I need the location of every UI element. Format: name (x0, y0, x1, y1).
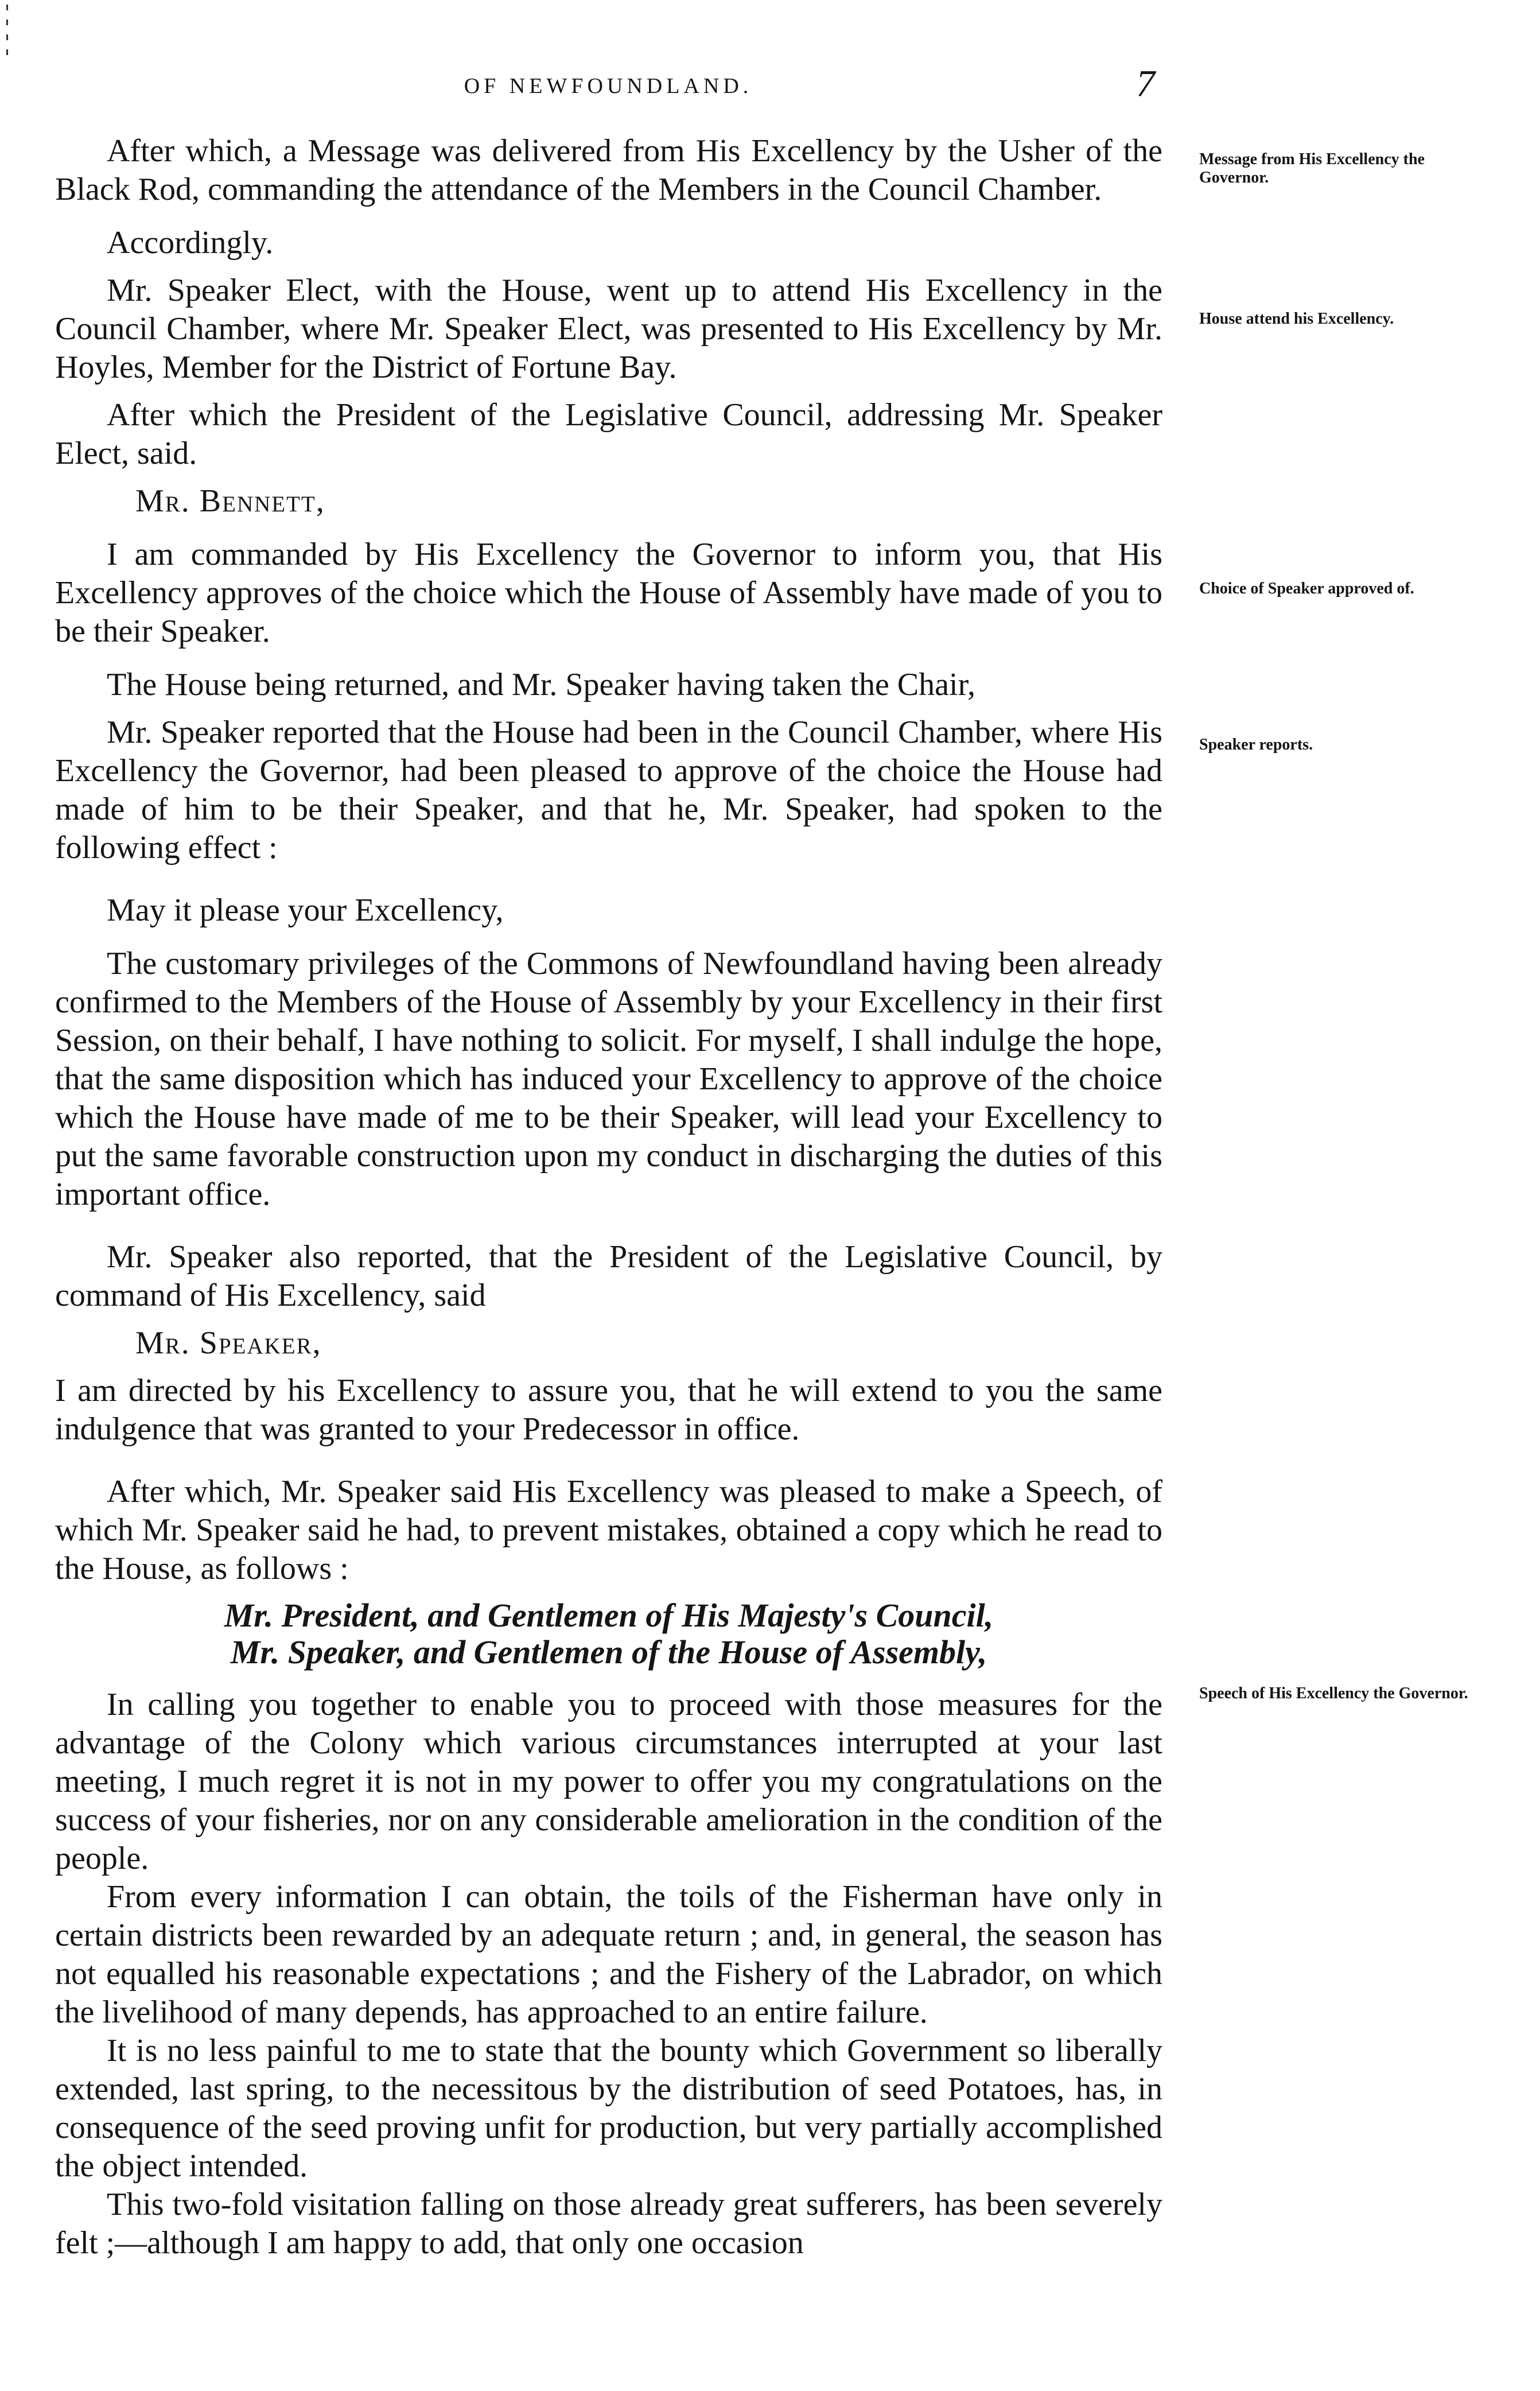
paragraph: I am directed by his Excellency to assure you, that he will extend to you the same indulgence that was granted to your Predecessor in office. (55, 1373, 1162, 1447)
page-edge-marks (3, 0, 11, 80)
edge-mark (6, 20, 8, 25)
address-line: Mr. Bennett, (135, 483, 325, 519)
salutation-line: Mr. Speaker, and Gentlemen of the House of Assembly, (230, 1633, 987, 1671)
paragraph: Mr. Speaker also reported, that the President of the Legislative Council, by command of His Excellency, said (55, 1239, 1162, 1313)
margin-note-speaker-reports: Speaker reports. (1199, 736, 1313, 754)
paragraph: Mr. Speaker reported that the House had been in the Council Chamber, where His Excellency the Governor, had been pleased to approve of the choice the House had made of him to be their Speaker, and that he, Mr. Speaker, had spoken to the following effect : (55, 715, 1162, 865)
paragraph: In calling you together to enable you to proceed with those measures for the advantage of the Colony which various circumstances interrupted at your last meeting, I much regret it is not in my power to offer you my congratulations on the success of your fisheries, nor on any considerable amelioration in the condition of the people. (55, 1687, 1162, 1876)
paragraph: It is no less painful to me to state that the bounty which Government so liberally extended, last spring, to the necessitous by the distribution of seed Potatoes, has, in consequence of the seed proving unfit for production, but very partially accomplished the object intended. (55, 2033, 1162, 2184)
paragraph: May it please your Excellency, (107, 892, 504, 928)
running-title: OF NEWFOUNDLAND. (464, 74, 753, 98)
paragraph: After which the President of the Legislative Council, addressing Mr. Speaker Elect, said. (55, 397, 1162, 471)
salutation-line: Mr. President, and Gentlemen of His Majesty's Council, (224, 1597, 994, 1634)
paragraph: From every information I can obtain, the toils of the Fisherman have only in certain districts been rewarded by an adequate return ; and, in general, the season has not equalled his reasonable expectations ; and the Fishery of the Labrador, on which the livelihood of many depends, has approached to an entire failure. (55, 1879, 1162, 2030)
body-text (55, 132, 1162, 2262)
paragraph: The House being returned, and Mr. Speaker having taken the Chair, (107, 667, 975, 702)
paragraph: After which, Mr. Speaker said His Excellency was pleased to make a Speech, of which Mr. Speaker said he had, to prevent mistakes, obtained a copy which he read to the House, as follows : (55, 1474, 1162, 1586)
margin-note-house-attend: House attend his Excellency. (1199, 310, 1394, 328)
page-number: 7 (1136, 63, 1155, 104)
edge-mark (6, 34, 8, 40)
paragraph: Accordingly. (107, 225, 274, 261)
paragraph: After which, a Message was delivered from His Excellency by the Usher of the Black Rod, commanding the attendance of the Members in the Council Chamber. (55, 133, 1162, 207)
paragraph: This two-fold visitation falling on those already great sufferers, has been severely felt ;—although I am happy to add, that only one occasion (55, 2187, 1162, 2261)
edge-mark (6, 49, 8, 55)
paragraph: I am commanded by His Excellency the Governor to inform you, that His Excellency approves of the choice which the House of Assembly have made of you to be their Speaker. (55, 537, 1162, 649)
margin-note-message: Message from His Excellency the Governor. (1199, 150, 1425, 187)
edge-mark (6, 5, 8, 10)
paragraph: The customary privileges of the Commons of Newfoundland having been already confirmed to the Members of the House of Assembly by your Excellency in their first Session, on their behalf, I have nothing to solicit. For myself, I shall indulge the hope, that the same disposition which has induced your Excellency to approve of the choice which the House have made of me to be their Speaker, will lead your Excellency to put the same favorable construction upon my conduct in discharging the duties of this important office. (55, 946, 1162, 1212)
margin-note-choice-approved: Choice of Speaker approved of. (1199, 580, 1414, 597)
address-line: Mr. Speaker, (135, 1325, 322, 1361)
paragraph: Mr. Speaker Elect, with the House, went up to attend His Excellency in the Council Chamber, where Mr. Speaker Elect, was presented to His Excellency by Mr. Hoyles, Member for the District of Fortune Bay. (55, 273, 1162, 385)
margin-note-governor-speech: Speech of His Excellency the Governor. (1199, 1684, 1468, 1702)
